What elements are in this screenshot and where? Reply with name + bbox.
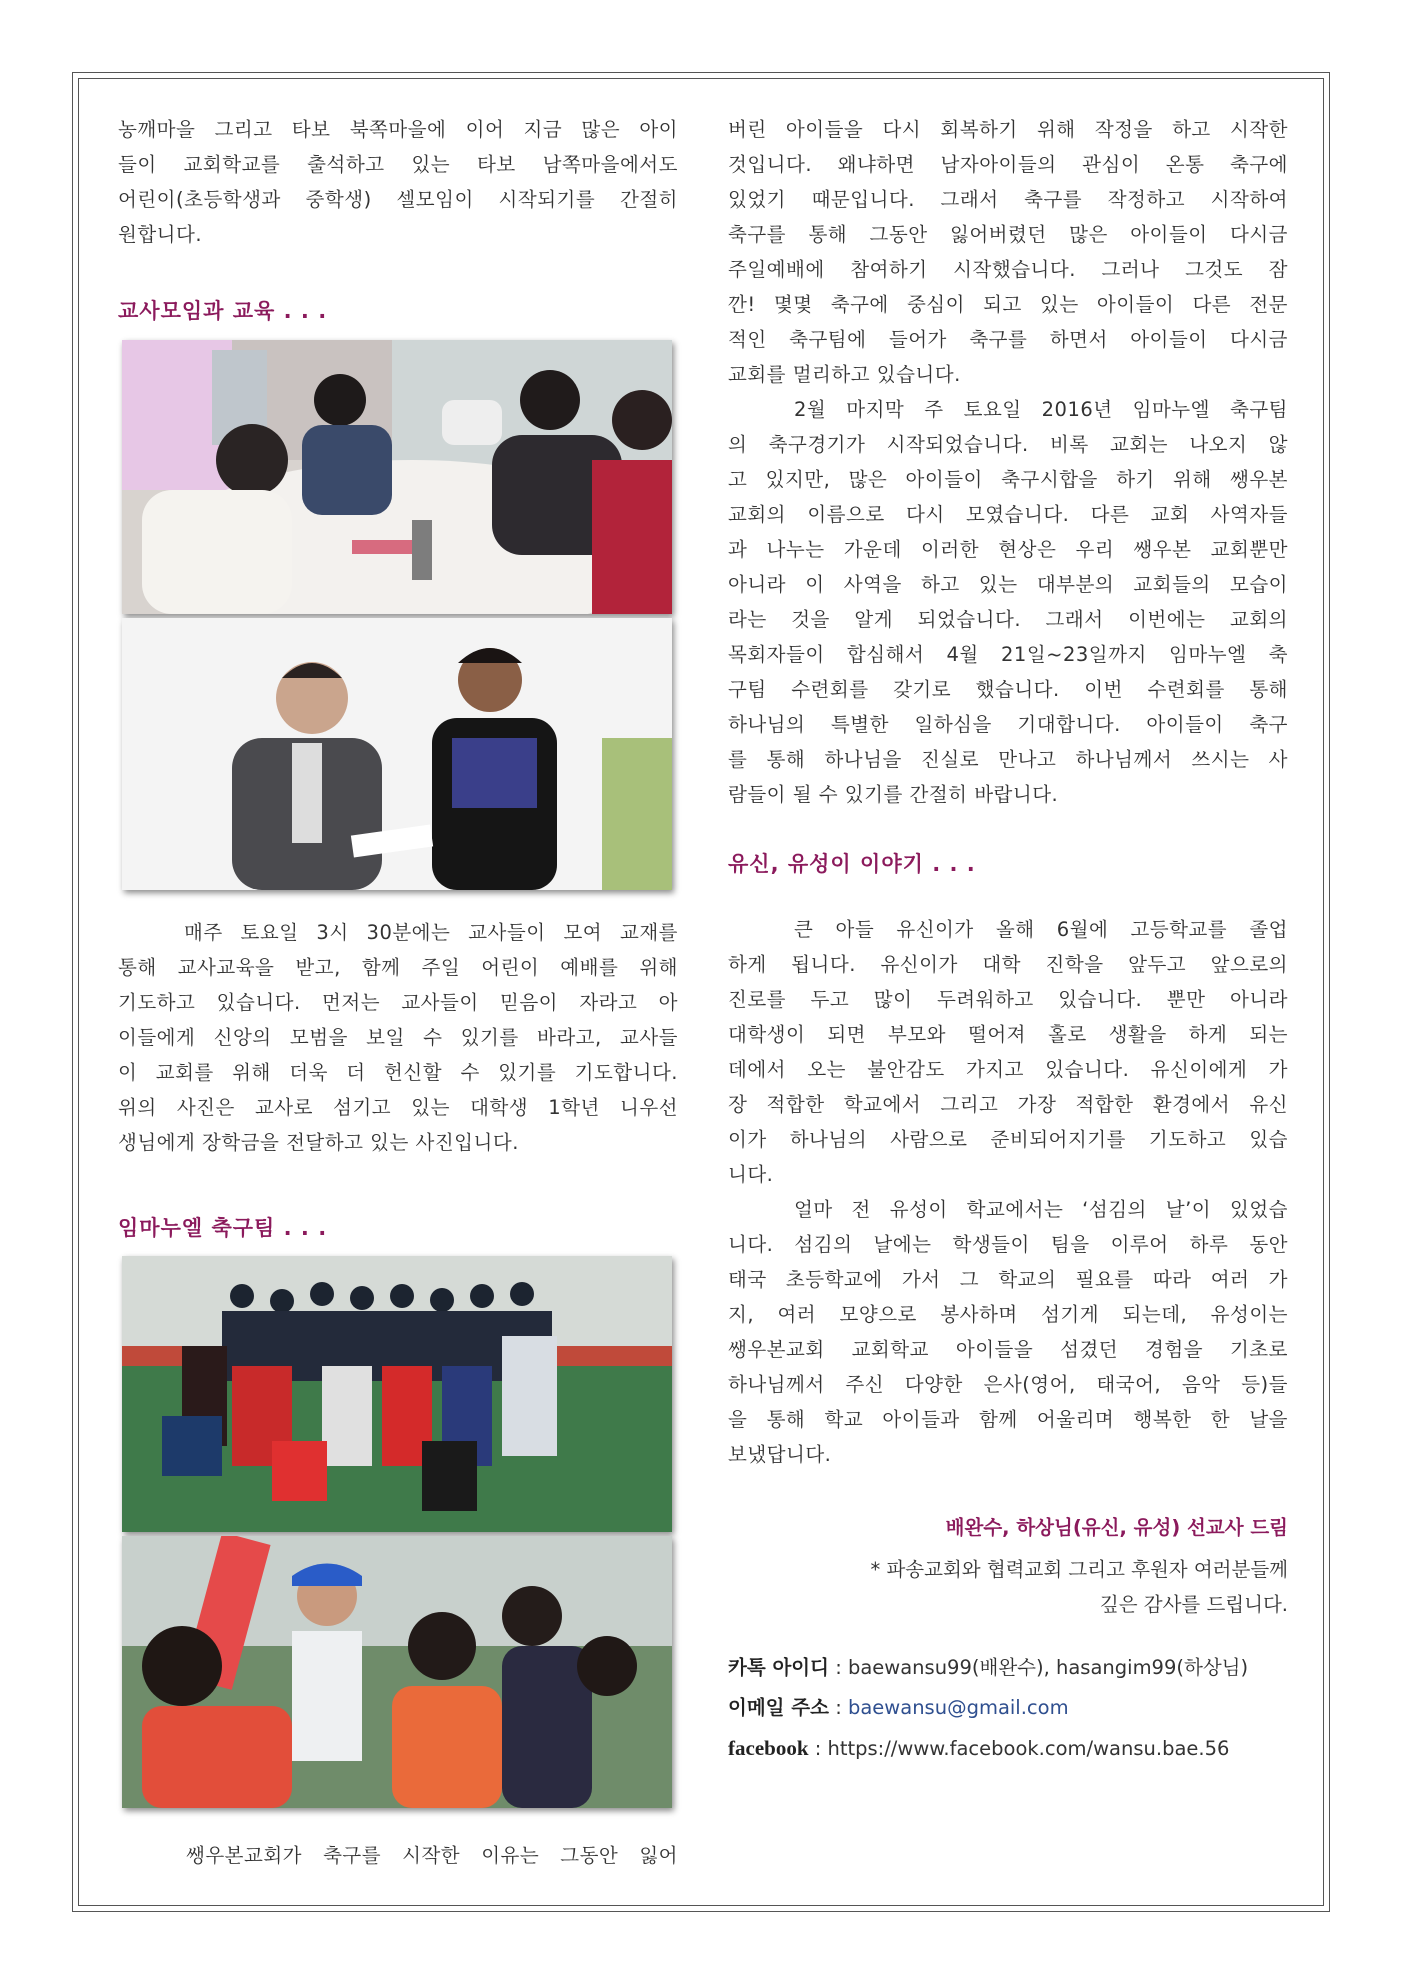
heading-teachers: 교사모임과 교육 . . . — [118, 299, 328, 323]
football-reason-line: 쌩우본교회가 축구를 시작한 이유는 그동안 잃어 — [186, 1844, 678, 1867]
text-line: 목회자들이 합심해서 4월 21일~23일까지 임마누엘 축 — [728, 643, 1288, 666]
yusin-text — [728, 912, 1288, 1472]
text-line: 하나님의 특별한 일하심을 기대합니다. 아이들이 축구 — [728, 713, 1288, 736]
email-link[interactable]: baewansu@gmail.com — [847, 1696, 1069, 1719]
contact-facebook — [728, 1728, 1308, 1769]
yusung-paragraph — [728, 1192, 1288, 1472]
text-line: 이들에게 신앙의 모범을 보일 수 있기를 바라고, 교사들 — [118, 1026, 678, 1049]
text-line: 보냈답니다. — [728, 1443, 832, 1466]
right-column — [728, 112, 1288, 812]
yusin-paragraph — [728, 912, 1288, 1192]
text-line: 깐! 몇몇 축구에 중심이 되고 있는 아이들이 다른 전문 — [728, 293, 1288, 316]
text-line: 축구를 통해 그동안 잃어버렸던 많은 아이들이 다시금 — [728, 223, 1288, 246]
photo-teachers-meeting — [122, 340, 672, 614]
facebook-link[interactable]: : https://www.facebook.com/wansu.bae.56 — [814, 1737, 1230, 1760]
text-line: 농깨마을 그리고 타보 북쪽마을에 이어 지금 많은 아이 — [118, 118, 678, 141]
text-line: 쌩우본교회 교회학교 아이들을 섬겼던 경험을 기초로 — [728, 1338, 1288, 1361]
text-line: 이 교회를 위해 더욱 더 헌신할 수 있기를 기도합니다. — [118, 1061, 678, 1084]
text-line: 구팀 수련회를 갖기로 했습니다. 이번 수련회를 통해 — [728, 678, 1288, 701]
text-line: 어린이(초등학생과 중학생) 셀모임이 시작되기를 간절히 — [118, 188, 678, 211]
text-line: 하나님께서 주신 다양한 은사(영어, 태국어, 음악 등)들 — [728, 1373, 1288, 1396]
text-line: 장 적합한 학교에서 그리고 가장 적합한 환경에서 유신 — [728, 1093, 1288, 1116]
photo-scholarship — [122, 618, 672, 890]
photo-football-team — [122, 1256, 672, 1532]
text-line: 태국 초등학교에 가서 그 학교의 필요를 따라 여러 가 — [728, 1268, 1288, 1291]
text-line: 버린 아이들을 다시 회복하기 위해 작정을 하고 시작한 — [728, 118, 1288, 141]
thanks-line: * 파송교회와 협력교회 그리고 후원자 여러분들께 — [870, 1558, 1288, 1581]
contact-email — [728, 1688, 1308, 1728]
text-line: 2월 마지막 주 토요일 2016년 임마누엘 축구팀 — [794, 398, 1288, 421]
text-line: 적인 축구팀에 들어가 축구를 하면서 아이들이 다시금 — [728, 328, 1288, 351]
kakao-value: : baewansu99(배완수), hasangim99(하상님) — [835, 1656, 1249, 1679]
email-label: 이메일 주소 — [728, 1696, 829, 1719]
facebook-label: facebook — [728, 1736, 809, 1760]
heading-yusin-yusung: 유신, 유성이 이야기 . . . — [728, 852, 976, 876]
text-line: 얼마 전 유성이 학교에서는 ‘섬김의 날’이 있었습 — [794, 1198, 1288, 1221]
text-line: 통해 교사교육을 받고, 함께 주일 어린이 예배를 위해 — [118, 956, 678, 979]
intro-paragraph — [118, 112, 678, 252]
signature: 배완수, 하상님(유신, 유성) 선교사 드림 — [945, 1516, 1288, 1539]
text-line: 이가 하나님의 사람으로 준비되어지기를 기도하고 있습 — [728, 1128, 1288, 1151]
football-paragraph — [728, 112, 1288, 392]
text-line: 생님에게 장학금을 전달하고 있는 사진입니다. — [118, 1131, 519, 1154]
text-line: 위의 사진은 교사로 섬기고 있는 대학생 1학년 니우선 — [118, 1096, 678, 1119]
text-line: 데에서 오는 불안감도 가지고 있습니다. 유신이에게 가 — [728, 1058, 1288, 1081]
text-line: 니다. — [728, 1163, 774, 1186]
retreat-paragraph — [728, 392, 1288, 812]
teachers-paragraph — [118, 915, 678, 1160]
text-line: 원합니다. — [118, 223, 203, 246]
text-line: 진로를 두고 많이 두려워하고 있습니다. 뿐만 아니라 — [728, 988, 1288, 1011]
photo-kids-high-five — [122, 1536, 672, 1808]
text-line: 하게 됩니다. 유신이가 대학 진학을 앞두고 앞으로의 — [728, 953, 1288, 976]
text-line: 지, 여러 모양으로 봉사하며 섬기게 되는데, 유성이는 — [728, 1303, 1288, 1326]
text-line: 과 나누는 가운데 이러한 현상은 우리 쌩우본 교회뿐만 — [728, 538, 1288, 561]
text-line: 들이 교회학교를 출석하고 있는 타보 남쪽마을에서도 — [118, 153, 678, 176]
text-line: 라는 것을 알게 되었습니다. 그래서 이번에는 교회의 — [728, 608, 1288, 631]
text-line: 기도하고 있습니다. 먼저는 교사들이 믿음이 자라고 아 — [118, 991, 678, 1014]
teachers-text — [118, 915, 678, 1160]
text-line: 을 통해 학교 아이들과 함께 어울리며 행복한 한 날을 — [728, 1408, 1288, 1431]
email-separator: : — [835, 1696, 842, 1719]
kakao-label: 카톡 아이디 — [728, 1656, 829, 1679]
text-line: 주일예배에 참여하기 시작했습니다. 그러나 그것도 잠 — [728, 258, 1288, 281]
text-line: 람들이 될 수 있기를 간절히 바랍니다. — [728, 783, 1059, 806]
thanks-note — [728, 1552, 1288, 1622]
contact-info — [728, 1648, 1308, 1769]
text-line: 교회의 이름으로 다시 모였습니다. 다른 교회 사역자들 — [728, 503, 1288, 526]
text-line: 아니라 이 사역을 하고 있는 대부분의 교회들의 모습이 — [728, 573, 1288, 596]
text-line: 큰 아들 유신이가 올해 6월에 고등학교를 졸업 — [794, 918, 1288, 941]
text-line: 니다. 섬김의 날에는 학생들이 팀을 이루어 하루 동안 — [728, 1233, 1288, 1256]
text-line: 대학생이 되면 부모와 떨어져 홀로 생활을 하게 되는 — [728, 1023, 1288, 1046]
contact-kakao — [728, 1648, 1308, 1688]
heading-football-team: 임마누엘 축구팀 . . . — [118, 1216, 328, 1240]
text-line: 고 있지만, 많은 아이들이 축구시합을 하기 위해 쌩우본 — [728, 468, 1288, 491]
text-line: 매주 토요일 3시 30분에는 교사들이 모여 교재를 — [184, 921, 678, 944]
text-line: 의 축구경기가 시작되었습니다. 비록 교회는 나오지 않 — [728, 433, 1288, 456]
text-line: 것입니다. 왜냐하면 남자아이들의 관심이 온통 축구에 — [728, 153, 1288, 176]
text-line: 있었기 때문입니다. 그래서 축구를 작정하고 시작하여 — [728, 188, 1288, 211]
left-column — [118, 112, 678, 252]
thanks-line: 깊은 감사를 드립니다. — [1099, 1593, 1288, 1616]
text-line: 교회를 멀리하고 있습니다. — [728, 363, 961, 386]
text-line: 를 통해 하나님을 진실로 만나고 하나님께서 쓰시는 사 — [728, 748, 1288, 771]
